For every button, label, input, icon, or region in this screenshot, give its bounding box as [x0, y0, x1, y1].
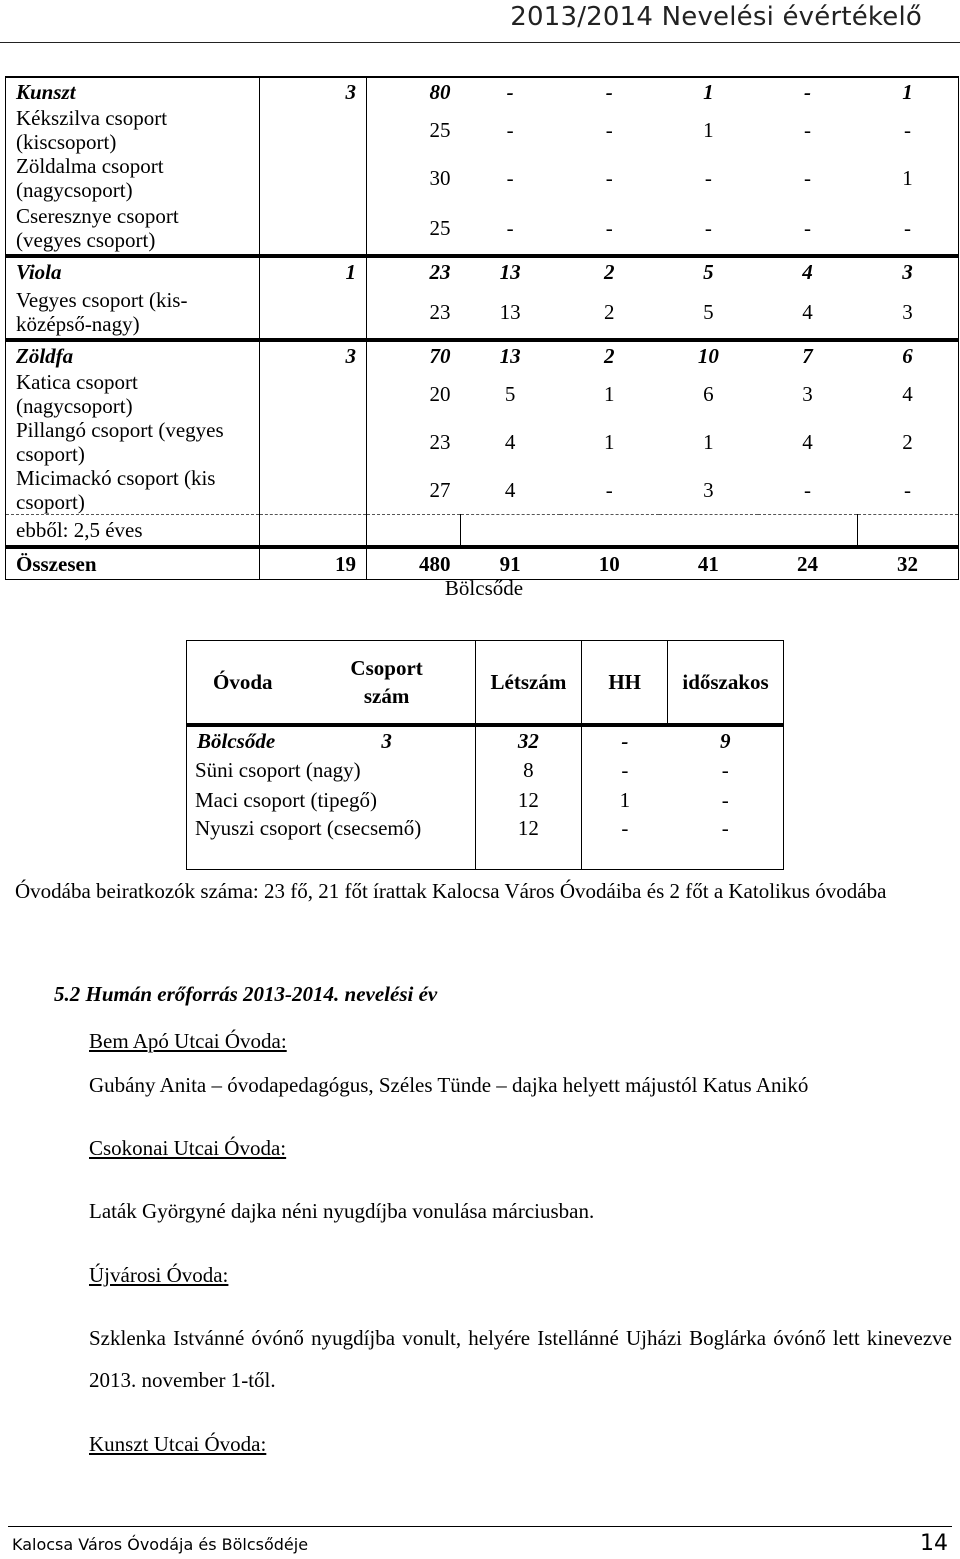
column-header: időszakos — [668, 641, 784, 726]
table-cell: 8 — [475, 755, 582, 785]
table-cell: - — [668, 755, 784, 785]
table-cell: - — [582, 815, 668, 870]
table-cell: 23 — [367, 256, 461, 286]
table-cell — [260, 202, 367, 256]
table-cell: 9 — [668, 725, 784, 755]
table-cell: 5 — [659, 256, 758, 286]
column-header: Csoport szám — [299, 641, 475, 726]
row-label: Süni csoport (nagy) — [187, 755, 476, 785]
page-header-title: 2013/2014 Nevelési évértékelő — [510, 2, 922, 32]
table-row — [6, 77, 959, 106]
table-cell: 3 — [299, 725, 475, 755]
table-cell: 7 — [758, 340, 857, 370]
table-cell: 3 — [659, 466, 758, 515]
table-cell: 4 — [802, 300, 813, 324]
table-cell: 6 — [703, 382, 714, 406]
table-cell: 91 — [461, 547, 560, 580]
table-cell: 480 — [367, 547, 461, 580]
section-heading-csokonai: Csokonai Utcai Óvoda: — [89, 1136, 287, 1160]
table-cell: 3 — [260, 340, 367, 370]
table-cell — [857, 515, 959, 548]
table-cell: 13 — [461, 256, 560, 286]
table-cell: 2 — [560, 256, 659, 286]
table-cell: 70 — [367, 340, 461, 370]
table-cell: - — [506, 216, 514, 240]
row-label: Viola — [6, 256, 260, 286]
table-cell: 24 — [758, 547, 857, 580]
table-cell — [260, 370, 367, 418]
column-header: Óvoda — [187, 641, 299, 726]
table-cell: 1 — [260, 256, 367, 286]
table-row — [6, 202, 959, 256]
table-cell: - — [803, 216, 811, 240]
table-cell: 3 — [857, 256, 959, 286]
table-row — [6, 418, 959, 466]
table-cell: - — [560, 77, 659, 106]
section-heading-bem-apo: Bem Apó Utcai Óvoda: — [89, 1029, 287, 1053]
table-cell: 19 — [260, 547, 367, 580]
table-cell: 4 — [758, 256, 857, 286]
table-cell: 27 — [367, 466, 461, 515]
column-header: Létszám — [475, 641, 582, 726]
table-row — [6, 466, 959, 515]
section-text-ujvarosi: Szklenka Istvánné óvónő nyugdíjba vonult, helyére Istellánné Ujházi Boglárka óvónő lett kinevezve 2013. november 1-től. — [89, 1326, 952, 1392]
table-cell: - — [605, 166, 613, 190]
table-cell — [260, 286, 367, 340]
footer-rule — [8, 1526, 952, 1527]
table-cell: - — [582, 725, 668, 755]
table-cell: 2 — [857, 418, 959, 466]
table-cell — [367, 515, 461, 548]
table-row — [6, 515, 959, 548]
table-cell: 41 — [659, 547, 758, 580]
table-cell: 1 — [857, 154, 959, 202]
section-heading-ujvarosi: Újvárosi Óvoda: — [89, 1263, 229, 1287]
column-header: HH — [582, 641, 668, 726]
row-label: Kunszt — [6, 77, 260, 106]
table-row — [6, 340, 959, 370]
row-label: Micimackó csoport (kis csoport) — [6, 466, 260, 515]
table-cell: 25 — [429, 118, 451, 142]
table-cell: 2 — [603, 300, 615, 324]
table-cell: 12 — [475, 815, 582, 870]
table-cell: - — [461, 77, 560, 106]
row-label: Kékszilva csoport (kiscsoport) — [6, 106, 260, 154]
table-cell: 3 — [802, 382, 813, 406]
table-cell: - — [560, 466, 659, 515]
table-cell: 4 — [802, 430, 813, 454]
row-label: Cseresznye csoport (vegyes csoport) — [6, 202, 260, 256]
table-cell: 13 — [499, 300, 521, 324]
row-label: Összesen — [6, 547, 260, 580]
table-row — [6, 370, 959, 418]
table-cell: 1 — [619, 788, 631, 812]
table-cell: - — [857, 202, 959, 256]
table-caption: Bölcsőde — [444, 576, 524, 600]
row-label: Katica csoport (nagycsoport) — [6, 370, 260, 418]
footer-institution: Kalocsa Város Óvodája és Bölcsődéje — [12, 1535, 309, 1554]
table-cell: - — [704, 166, 712, 190]
section-title: 5.2 Humán erőforrás 2013-2014. nevelési év — [54, 982, 438, 1006]
table-cell — [461, 515, 560, 548]
table-cell: 1 — [703, 118, 714, 142]
table-cell: - — [605, 118, 613, 142]
table-cell: - — [758, 77, 857, 106]
row-label: Bölcsőde — [187, 725, 299, 755]
table-cell: - — [668, 785, 784, 815]
row-label: Vegyes csoport (kis-középső-nagy) — [6, 286, 260, 340]
table-cell: 1 — [703, 430, 714, 454]
table-cell — [260, 418, 367, 466]
header-rule — [0, 42, 960, 43]
table-cell: 5 — [703, 300, 714, 324]
table-cell: - — [803, 118, 811, 142]
table-row — [6, 106, 959, 154]
table-cell: - — [704, 216, 712, 240]
row-label: Zöldfa — [6, 340, 260, 370]
table-cell: 23 — [429, 300, 451, 324]
table-cell: 25 — [429, 216, 451, 240]
table-cell: - — [621, 758, 629, 782]
table-cell: 4 — [461, 466, 560, 515]
row-label: Nyuszi csoport (csecsemő) — [187, 815, 476, 870]
row-label: ebből: 2,5 éves — [6, 515, 260, 548]
kindergarten-stats-table — [5, 76, 959, 580]
table-cell: - — [857, 106, 959, 154]
table-cell: - — [803, 166, 811, 190]
table-cell: 5 — [504, 382, 516, 406]
table-cell: 1 — [659, 77, 758, 106]
section-text-csokonai: Laták Györgyné dajka néni nyugdíjba vonulása márciusban. — [89, 1199, 595, 1223]
table-cell: 30 — [429, 166, 451, 190]
table-cell: 1 — [603, 382, 615, 406]
table-cell — [758, 515, 857, 548]
table-row — [187, 755, 784, 785]
table-cell: 6 — [857, 340, 959, 370]
enrollment-paragraph: Óvodába beiratkozók száma: 23 fő, 21 főt írattak Kalocsa Város Óvodáiba és 2 főt a Katolikus óvodába — [15, 879, 887, 903]
table-cell: 12 — [475, 785, 582, 815]
table-cell — [560, 515, 659, 548]
table-cell — [260, 466, 367, 515]
table-cell: - — [857, 466, 959, 515]
table-cell: - — [605, 216, 613, 240]
nursery-stats-table — [186, 640, 784, 870]
table-cell: 10 — [560, 547, 659, 580]
table-row — [6, 154, 959, 202]
table-cell: 20 — [429, 382, 451, 406]
table-cell: 1 — [603, 430, 615, 454]
table-row — [6, 547, 959, 580]
row-label: Pillangó csoport (vegyes csoport) — [6, 418, 260, 466]
table-row — [187, 785, 784, 815]
table-cell — [260, 515, 367, 548]
row-label: Zöldalma csoport (nagycsoport) — [6, 154, 260, 202]
table-cell: 4 — [857, 370, 959, 418]
table-row — [187, 725, 784, 755]
table-cell: 13 — [461, 340, 560, 370]
table-cell: 23 — [429, 430, 451, 454]
row-label: Maci csoport (tipegő) — [187, 785, 476, 815]
table-cell — [260, 106, 367, 154]
table-cell: 10 — [659, 340, 758, 370]
table-cell: - — [668, 815, 784, 870]
table-cell: 2 — [560, 340, 659, 370]
table-cell — [260, 154, 367, 202]
table-cell: - — [758, 466, 857, 515]
table-row — [6, 256, 959, 286]
table-cell: 4 — [504, 430, 516, 454]
table-cell — [659, 515, 758, 548]
section-text-bem-apo: Gubány Anita – óvodapedagógus, Széles Tünde – dajka helyett májustól Katus Anikó — [89, 1073, 809, 1097]
table-cell: 80 — [367, 77, 461, 106]
table-cell: 1 — [857, 77, 959, 106]
section-heading-kunszt: Kunszt Utcai Óvoda: — [89, 1432, 267, 1456]
page-number: 14 — [920, 1531, 948, 1556]
table-cell: - — [506, 166, 514, 190]
table-cell: 32 — [475, 725, 582, 755]
table-row — [6, 286, 959, 340]
table-row — [187, 815, 784, 870]
table-cell: - — [506, 118, 514, 142]
table-cell: 3 — [260, 77, 367, 106]
table-cell: 3 — [857, 286, 959, 340]
table-cell: 32 — [857, 547, 959, 580]
